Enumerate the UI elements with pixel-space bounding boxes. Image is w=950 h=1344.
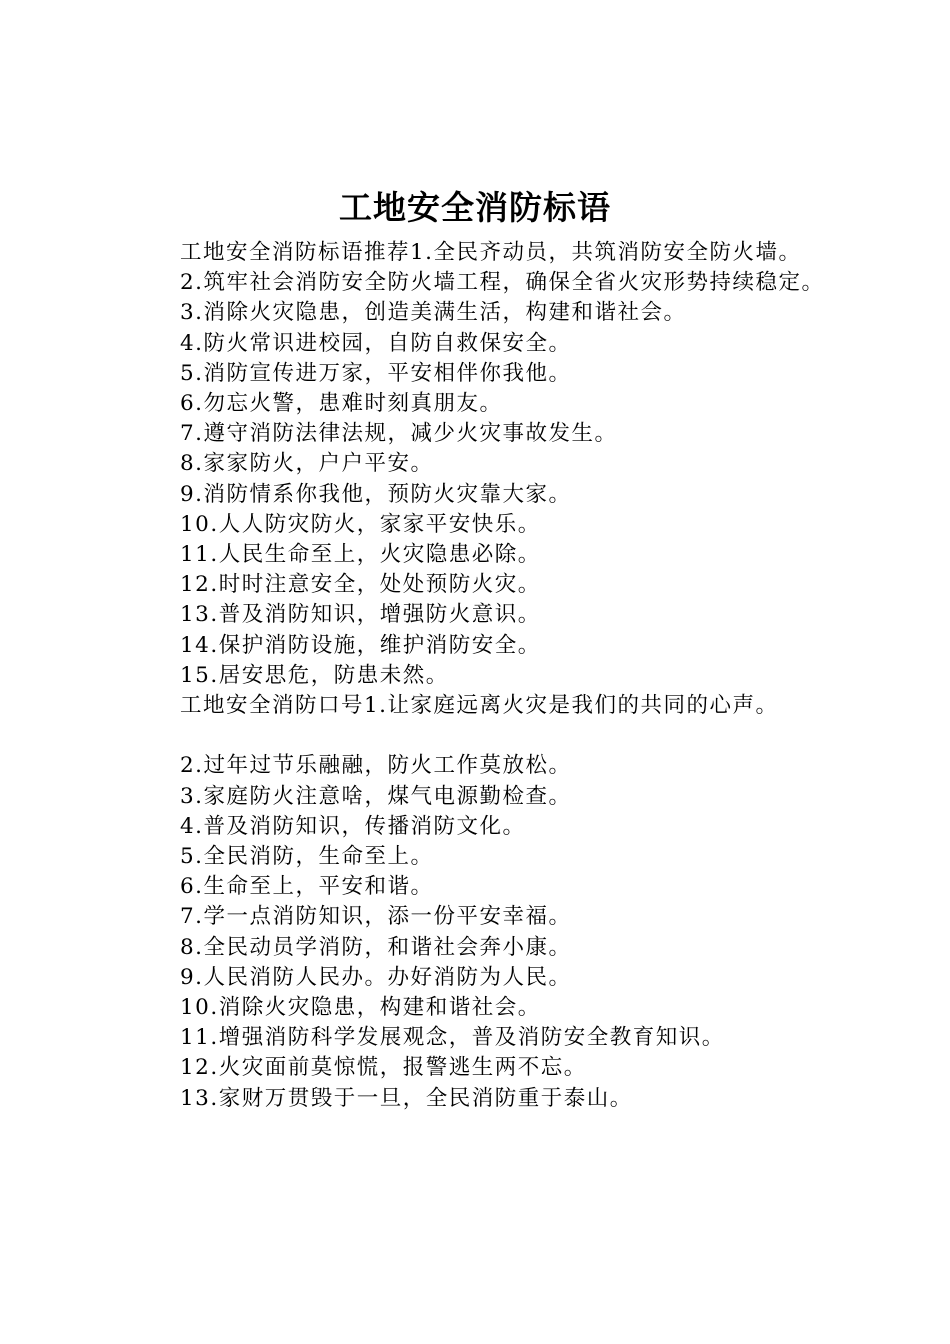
section2-item-12: 12.火灾面前莫惊慌，报警逃生两不忘。 xyxy=(180,1055,587,1081)
section2-item-11: 11.增强消防科学发展观念，普及消防安全教育知识。 xyxy=(180,1025,725,1051)
section2-item-7: 7.学一点消防知识，添一份平安幸福。 xyxy=(180,904,572,930)
section1-item-4: 4.防火常识进校园，自防自救保安全。 xyxy=(180,330,572,356)
blank-line xyxy=(130,721,836,751)
document-body xyxy=(130,238,836,1114)
section1-item-14: 14.保护消防设施，维护消防安全。 xyxy=(180,632,541,658)
section1-item-8: 8.家家防火，户户平安。 xyxy=(180,451,434,477)
section2-item-10: 10.消除火灾隐患，构建和谐社会。 xyxy=(180,995,541,1021)
section2-item-2: 2.过年过节乐融融，防火工作莫放松。 xyxy=(180,753,572,779)
section1-item-6: 6.勿忘火警，患难时刻真朋友。 xyxy=(180,391,503,417)
section2-item-6: 6.生命至上，平安和谐。 xyxy=(180,874,434,900)
section1-intro: 工地安全消防标语推荐1.全民齐动员，共筑消防安全防火墙。 xyxy=(180,240,802,265)
section1-item-3: 3.消除火灾隐患，创造美满生活，构建和谐社会。 xyxy=(180,300,687,326)
section1-item-10: 10.人人防灾防火，家家平安快乐。 xyxy=(180,511,541,537)
section2-item-13: 13.家财万贯毁于一旦，全民消防重于泰山。 xyxy=(180,1085,633,1111)
section2-item-9: 9.人民消防人民办。办好消防为人民。 xyxy=(180,964,572,990)
section1-item-15: 15.居安思危，防患未然。 xyxy=(180,662,449,688)
section2-item-5: 5.全民消防，生命至上。 xyxy=(180,844,434,870)
section1-item-11: 11.人民生命至上，火灾隐患必除。 xyxy=(180,542,541,568)
section2-item-4: 4.普及消防知识，传播消防文化。 xyxy=(180,813,526,839)
section1-item-9: 9.消防情系你我他，预防火灾靠大家。 xyxy=(180,481,572,507)
section2-item-8: 8.全民动员学消防，和谐社会奔小康。 xyxy=(180,934,572,960)
section2-item-3: 3.家庭防火注意啥，煤气电源勤检查。 xyxy=(180,783,572,809)
document-title: 工地安全消防标语 xyxy=(339,188,611,227)
section1-item-5: 5.消防宣传进万家，平安相伴你我他。 xyxy=(180,360,572,386)
section2-intro: 工地安全消防口号1.让家庭远离火灾是我们的共同的心声。 xyxy=(180,693,779,719)
section1-item-13: 13.普及消防知识，增强防火意识。 xyxy=(180,602,541,628)
section1-item-2: 2.筑牢社会消防安全防火墙工程，确保全省火灾形势持续稳定。 xyxy=(180,270,825,296)
section1-item-7: 7.遵守消防法律法规，减少火灾事故发生。 xyxy=(180,421,618,447)
section1-item-12: 12.时时注意安全，处处预防火灾。 xyxy=(180,572,541,598)
